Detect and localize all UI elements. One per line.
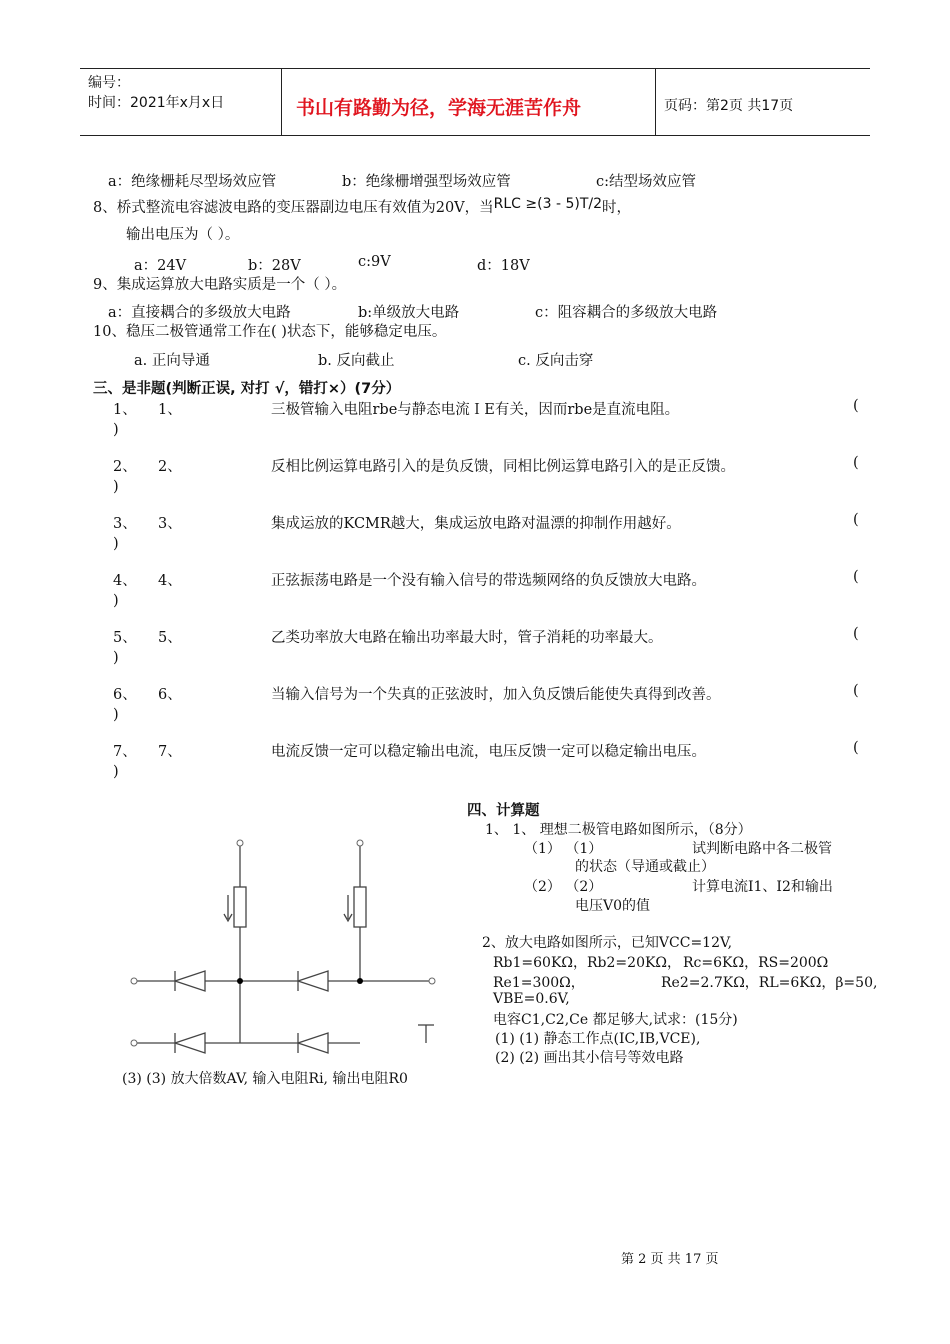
q8-option-b: b：28V: [248, 258, 301, 274]
header-top-rule: [80, 68, 870, 69]
tf-number: 6、: [113, 687, 137, 703]
terminal-node: [357, 840, 363, 846]
answer-close-paren: ): [113, 764, 119, 780]
tf-statement: 三极管输入电阻rbe与静态电流ＩE有关，因而rbe是直流电阻。: [271, 402, 680, 418]
calc-q1-title: 1、 1、 理想二极管电路如图所示，（8分）: [485, 822, 752, 838]
tf-statement: 当输入信号为一个失真的正弦波时，加入负反馈后能使失真得到改善。: [271, 687, 721, 703]
answer-open-paren[interactable]: (: [853, 398, 859, 414]
calc-q2-part3: (3) (3) 放大倍数AV, 输入电阻Ri, 输出电阻R0: [122, 1071, 408, 1087]
motto: 书山有路勤为径，学海无涯苦作舟: [296, 97, 582, 119]
tf-item-4: [113, 569, 863, 619]
resistor-right: [354, 887, 366, 927]
diode-4: [298, 1033, 328, 1053]
tf-number-repeat: 5、: [158, 630, 182, 646]
calc-q1-part2-text: 计算电流I1、I2和输出: [692, 879, 833, 895]
diode-2: [298, 971, 328, 991]
calc-q2-line1: 2、放大电路如图所示，已知VCC=12V,: [482, 935, 733, 951]
calc-q1-part1-number: （1） （1）: [524, 841, 603, 857]
tf-number-repeat: 3、: [158, 516, 182, 532]
q10-option-b: b. 反向截止: [318, 353, 395, 369]
answer-close-paren: ): [113, 536, 119, 552]
calc-q2-line4: VBE=0.6V,: [493, 991, 570, 1007]
tf-number-repeat: 7、: [158, 744, 182, 760]
tf-number-repeat: 4、: [158, 573, 182, 589]
calc-q2-part1: (1) (1) 静态工作点(IC,IB,VCE),: [495, 1031, 701, 1047]
terminal-node: [131, 1040, 137, 1046]
diode-1: [175, 971, 205, 991]
tf-statement: 电流反馈一定可以稳定输出电流，电压反馈一定可以稳定输出电压。: [271, 744, 706, 760]
date-label: 时间：2021年x月x日: [88, 95, 225, 111]
q9-option-b: b:单级放大电路: [358, 305, 460, 321]
calc-q2-line3b: Re2=2.7KΩ，RL=6KΩ，β=50,: [661, 975, 878, 991]
true-false-title: 三、是非题(判断正误, 对打 √，错打×）(7分）: [93, 381, 401, 397]
answer-open-paren[interactable]: (: [853, 683, 859, 699]
tf-number: 5、: [113, 630, 137, 646]
calc-q2-line2b: Rc=6KΩ，RS=200Ω: [683, 955, 829, 971]
q8-option-c: c:9V: [358, 254, 391, 270]
serial-label: 编号：: [88, 75, 130, 91]
calc-q2-line2a: Rb1=60KΩ，Rb2=20KΩ，: [493, 955, 682, 971]
calc-q2-line3a: Re1=300Ω，: [493, 975, 585, 991]
q7-option-c: c:结型场效应管: [596, 174, 697, 190]
q9-option-c: c：阻容耦合的多级放大电路: [535, 305, 718, 321]
tf-statement: 乙类功率放大电路在输出功率最大时，管子消耗的功率最大。: [271, 630, 663, 646]
tf-item-5: [113, 626, 863, 676]
q8-stem: [93, 196, 631, 217]
tf-number: 4、: [113, 573, 137, 589]
tf-statement: 正弦振荡电路是一个没有输入信号的带选频网络的负反馈放大电路。: [271, 573, 706, 589]
q8-stem-prefix: 8、桥式整流电容滤波电路的变压器副边电压有效值为20V，当: [93, 200, 494, 216]
tf-number-repeat: 1、: [158, 402, 182, 418]
answer-open-paren[interactable]: (: [853, 455, 859, 471]
terminal-node: [237, 840, 243, 846]
answer-close-paren: ): [113, 422, 119, 438]
terminal-node: [131, 978, 137, 984]
tf-statement: 集成运放的KCMR越大，集成运放电路对温漂的抑制作用越好。: [271, 516, 681, 532]
tf-number: 7、: [113, 744, 137, 760]
tf-item-3: [113, 512, 863, 562]
answer-open-paren[interactable]: (: [853, 512, 859, 528]
q8-formula: RLC ≥(3 - 5)T/2: [493, 196, 603, 212]
calc-q1-part1-text-cont: 的状态（导通或截止）: [575, 859, 715, 875]
q10-option-a: a. 正向导通: [134, 353, 210, 369]
q8-stem-suffix: 时，: [602, 200, 632, 216]
tf-statement: 反相比例运算电路引入的是负反馈，同相比例运算电路引入的是正反馈。: [271, 459, 735, 475]
answer-open-paren[interactable]: (: [853, 569, 859, 585]
tf-item-7: [113, 740, 863, 790]
q7-option-a: a：绝缘栅耗尽型场效应管: [108, 174, 277, 190]
q10-option-c: c. 反向击穿: [518, 353, 594, 369]
tf-number: 1、: [113, 402, 137, 418]
calc-q1-part2-text-cont: 电压V0的值: [575, 898, 651, 914]
q9-option-a: a：直接耦合的多级放大电路: [108, 305, 291, 321]
tf-item-1: [113, 398, 863, 448]
answer-open-paren[interactable]: (: [853, 626, 859, 642]
tf-number: 3、: [113, 516, 137, 532]
tf-number: 2、: [113, 459, 137, 475]
diode-3: [175, 1033, 205, 1053]
junction-dot: [357, 978, 363, 984]
q8-option-a: a：24V: [134, 258, 187, 274]
answer-close-paren: ): [113, 479, 119, 495]
junction-dot: [237, 978, 243, 984]
answer-close-paren: ): [113, 650, 119, 666]
tf-number-repeat: 2、: [158, 459, 182, 475]
page-label: 页码：第2页 共17页: [664, 98, 794, 114]
header-divider-right: [655, 68, 656, 136]
calc-q2-part2: (2) (2) 画出其小信号等效电路: [495, 1050, 684, 1066]
tf-item-6: [113, 683, 863, 733]
footer-page-number: 第 2 页 共 17 页: [621, 1252, 719, 1267]
header-divider-left: [281, 68, 282, 136]
q8-line2: 输出电压为（ ）。: [126, 227, 240, 243]
resistor-left: [234, 887, 246, 927]
answer-close-paren: ): [113, 707, 119, 723]
q10-stem: 10、稳压二极管通常工作在( )状态下，能够稳定电压。: [93, 324, 447, 340]
answer-open-paren[interactable]: (: [853, 740, 859, 756]
tf-number-repeat: 6、: [158, 687, 182, 703]
terminal-node: [429, 978, 435, 984]
header-bottom-rule: [80, 135, 870, 136]
q8-option-d: d：18V: [477, 258, 530, 274]
diode-circuit-diagram: [120, 835, 450, 1065]
q9-stem: 9、集成运算放大电路实质是一个（ ）。: [93, 277, 347, 293]
calc-q1-part2-number: （2） （2）: [524, 879, 603, 895]
q7-option-b: b：绝缘栅增强型场效应管: [342, 174, 511, 190]
calc-q1-part1-text: 试判断电路中各二极管: [692, 841, 832, 857]
tf-item-2: [113, 455, 863, 505]
calc-title: 四、计算题: [467, 803, 540, 819]
answer-close-paren: ): [113, 593, 119, 609]
calc-q2-line5: 电容C1,C2,Ce 都足够大,试求：(15分): [493, 1012, 738, 1028]
